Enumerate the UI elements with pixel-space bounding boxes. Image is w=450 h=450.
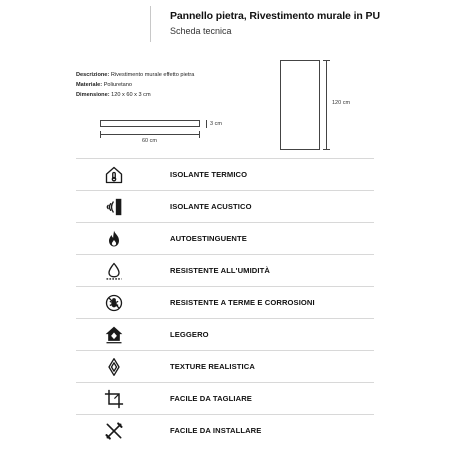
spec-description-value: Rivestimento murale effetto pietra: [110, 72, 195, 78]
feature-label: FACILE DA TAGLIARE: [170, 394, 252, 403]
height-dimension-tick-top: [323, 60, 330, 61]
feature-row: [76, 414, 374, 446]
feature-label: AUTOESTINGUENTE: [170, 234, 247, 243]
height-dimension-label: 120 cm: [332, 100, 351, 106]
feature-label: RESISTENTE ALL'UMIDITÀ: [170, 266, 270, 275]
spec-dimension-label: Dimensione:: [76, 92, 110, 98]
feature-label: LEGGERO: [170, 330, 209, 339]
panel-side-view: [100, 120, 200, 127]
width-dimension-tick-right: [199, 131, 200, 138]
width-dimension-line: [100, 134, 200, 135]
feature-label: ISOLANTE ACUSTICO: [170, 202, 252, 211]
thickness-dimension-line: [206, 120, 207, 128]
no-insect-icon: [76, 287, 152, 318]
panel-front-view: [280, 60, 320, 150]
feature-row: [76, 350, 374, 382]
thickness-dimension-label: 3 cm: [210, 121, 222, 127]
width-dimension-tick-left: [100, 131, 101, 138]
feature-row: [76, 222, 374, 254]
fire-icon: [76, 223, 152, 254]
house-thermometer-icon: [76, 159, 152, 190]
spec-material: [76, 80, 194, 90]
spec-dimension: [76, 90, 194, 100]
spec-material-label: Materiale:: [76, 82, 103, 88]
page-subtitle: Scheda tecnica: [170, 26, 232, 36]
water-drop-icon: [76, 255, 152, 286]
tools-icon: [76, 415, 152, 446]
spec-dimension-value: 120 x 60 x 3 cm: [111, 92, 151, 98]
spec-material-value: Poliuretano: [103, 82, 132, 88]
page-title: Pannello pietra, Rivestimento murale in PU: [170, 10, 380, 22]
feature-label: TEXTURE REALISTICA: [170, 362, 255, 371]
stone-texture-icon: [76, 351, 152, 382]
feature-row: [76, 286, 374, 318]
feature-list: [76, 158, 374, 446]
height-dimension-tick-bottom: [323, 149, 330, 150]
feature-label: FACILE DA INSTALLARE: [170, 426, 262, 435]
sound-wall-icon: [76, 191, 152, 222]
width-dimension-label: 60 cm: [142, 138, 157, 144]
feature-row: [76, 190, 374, 222]
feature-row: [76, 382, 374, 414]
crop-cut-icon: [76, 383, 152, 414]
header-divider: [150, 6, 151, 42]
feature-label: ISOLANTE TERMICO: [170, 170, 248, 179]
spec-description-label: Descrizione:: [76, 72, 110, 78]
height-dimension-line: [326, 60, 327, 150]
feature-label: RESISTENTE A TERME E CORROSIONI: [170, 298, 315, 307]
lightweight-house-icon: [76, 319, 152, 350]
spec-description: [76, 70, 194, 80]
feature-row: [76, 254, 374, 286]
feature-row: [76, 318, 374, 350]
spec-block: [76, 70, 194, 100]
feature-row: [76, 158, 374, 190]
